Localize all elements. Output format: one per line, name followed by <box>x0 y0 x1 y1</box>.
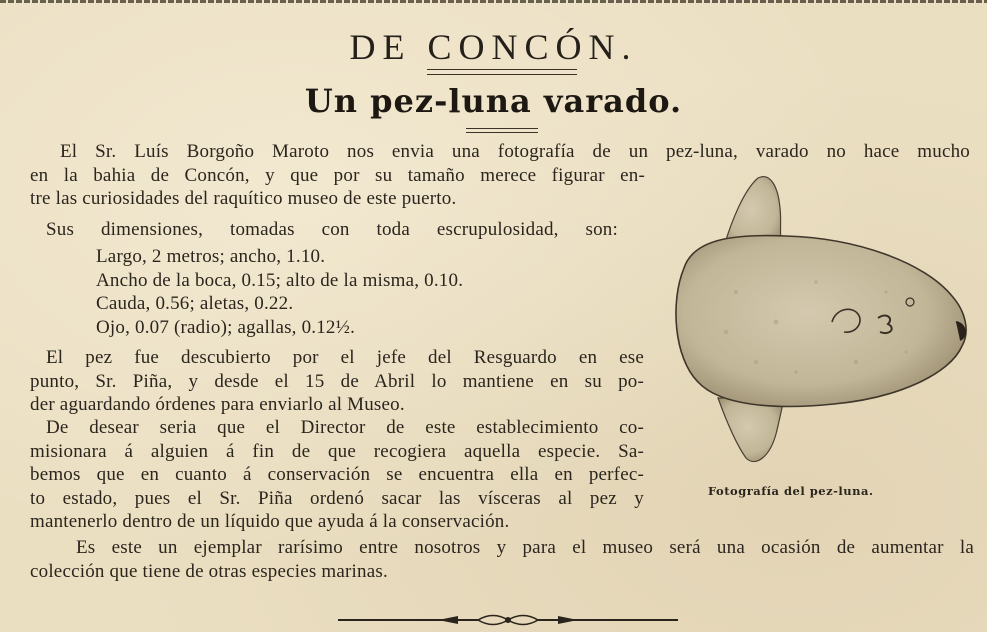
paragraph-3-line-5: mantenerlo dentro de un líquido que ayuda á la conservación. <box>30 511 510 532</box>
paragraph-3-line-4: to estado, pues el Sr. Piña ordenó sacar las vísceras al pez y <box>30 488 644 509</box>
section-title: DE CONCÓN. <box>349 27 638 67</box>
paragraph-1-line-1: El Sr. Luís Borgoño Maroto nos envia una fotografía de un pez-luna, varado no hace mucho <box>60 141 970 162</box>
paragraph-3-line-1: De desear seria que el Director de este establecimiento co- <box>46 417 644 438</box>
sunfish-photo <box>666 172 972 472</box>
paragraph-1-line-2: en la bahia de Concón, y que por su tamaño merece figurar en- <box>30 165 645 186</box>
dimension-item: Ancho de la boca, 0.15; alto de la misma, 0.10. <box>96 270 464 291</box>
sunfish-illustration-icon <box>666 172 972 468</box>
paragraph-3-line-3: bemos que en cuanto á conservación se encuentra ella en perfec- <box>30 464 644 485</box>
paragraph-3-line-2: misionara á alguien á fin de que recogiera aquella especie. Sa- <box>30 441 644 462</box>
paragraph-2-line-1: El pez fue descubierto por el jefe del Resguardo en ese <box>46 347 644 368</box>
paragraph-2-line-2: punto, Sr. Piña, y desde el 15 de Abril lo mantiene en su po- <box>30 371 644 392</box>
dimensions-intro: Sus dimensiones, tomadas con toda escrupulosidad, son: <box>46 219 618 240</box>
paragraph-4-line-2: colección que tiene de otras especies marinas. <box>30 561 388 582</box>
dimension-item: Largo, 2 metros; ancho, 1.10. <box>96 246 326 267</box>
title-divider <box>427 69 577 75</box>
headline-divider <box>466 128 538 133</box>
top-border-rule <box>0 0 987 3</box>
article-headline: Un pez-luna varado. <box>304 82 683 120</box>
decorative-rule-icon <box>338 612 678 632</box>
photo-caption: Fotografía del pez-luna. <box>708 484 874 498</box>
paragraph-4-line-1: Es este un ejemplar rarísimo entre nosotros y para el museo será una ocasión de aumentar la <box>76 537 974 558</box>
dimension-item: Cauda, 0.56; aletas, 0.22. <box>96 293 294 314</box>
paragraph-2-line-3: der aguardando órdenes para enviarlo al Museo. <box>30 394 405 415</box>
dimension-item: Ojo, 0.07 (radio); agallas, 0.12½. <box>96 317 356 338</box>
paragraph-1-line-3: tre las curiosidades del raquítico museo de este puerto. <box>30 188 457 209</box>
